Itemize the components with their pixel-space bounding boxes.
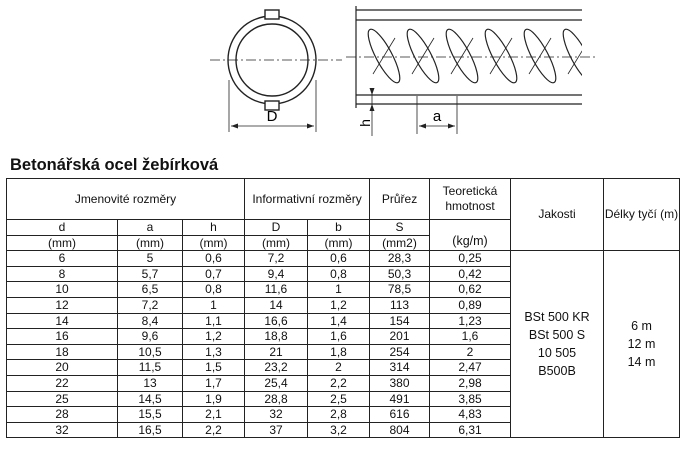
lengths-cell: [604, 251, 680, 438]
cell-mass: 2,98: [430, 375, 511, 391]
symbol-a: a: [118, 220, 183, 236]
cell-h: 1,1: [183, 313, 245, 329]
symbol-h: h: [183, 220, 245, 236]
cell-b: 3,2: [308, 422, 370, 438]
cell-a: 13: [118, 375, 183, 391]
cell-a: 8,4: [118, 313, 183, 329]
cell-D: 18,8: [245, 329, 308, 345]
cell-D: 32: [245, 407, 308, 423]
rebar-technical-drawing: [0, 0, 684, 150]
cell-h: 2,2: [183, 422, 245, 438]
cell-a: 6,5: [118, 282, 183, 298]
cell-mass: 2: [430, 344, 511, 360]
cell-b: 0,6: [308, 251, 370, 267]
cell-d: 16: [7, 329, 118, 345]
symbol-d: d: [7, 220, 118, 236]
cell-S: 50,3: [370, 266, 430, 282]
cell-d: 22: [7, 375, 118, 391]
cell-b: 1,2: [308, 297, 370, 313]
cell-mass: 0,25: [430, 251, 511, 267]
cell-S: 380: [370, 375, 430, 391]
cell-b: 2: [308, 360, 370, 376]
grade-item: B500B: [538, 364, 576, 379]
cell-D: 14: [245, 297, 308, 313]
cell-h: 0,7: [183, 266, 245, 282]
side-view: [346, 6, 600, 136]
cell-D: 21: [245, 344, 308, 360]
rebar-spec-table: [6, 178, 680, 438]
cell-a: 14,5: [118, 391, 183, 407]
unit-mass: (kg/m): [430, 220, 511, 251]
cell-h: 2,1: [183, 407, 245, 423]
header-informative-dimensions: Informativní rozměry: [245, 179, 370, 220]
cell-D: 25,4: [245, 375, 308, 391]
cell-S: 254: [370, 344, 430, 360]
cell-b: 2,8: [308, 407, 370, 423]
cell-mass: 0,42: [430, 266, 511, 282]
length-item: 6 m: [631, 319, 652, 334]
unit-D: (mm): [245, 235, 308, 251]
cell-h: 1,5: [183, 360, 245, 376]
cell-d: 10: [7, 282, 118, 298]
cell-S: 113: [370, 297, 430, 313]
cell-h: 1: [183, 297, 245, 313]
header-bar-lengths: Délky tyčí (m): [604, 179, 680, 251]
cell-S: 154: [370, 313, 430, 329]
grades-cell: [511, 251, 604, 438]
unit-a: (mm): [118, 235, 183, 251]
cell-D: 16,6: [245, 313, 308, 329]
cell-a: 11,5: [118, 360, 183, 376]
cell-b: 2,2: [308, 375, 370, 391]
cell-a: 9,6: [118, 329, 183, 345]
grade-item: BSt 500 S: [528, 328, 586, 343]
unit-S: (mm2): [370, 235, 430, 251]
cell-d: 32: [7, 422, 118, 438]
cell-mass: 3,85: [430, 391, 511, 407]
cell-b: 1,8: [308, 344, 370, 360]
cell-mass: 4,83: [430, 407, 511, 423]
cell-a: 10,5: [118, 344, 183, 360]
cell-mass: 6,31: [430, 422, 511, 438]
symbol-b: b: [308, 220, 370, 236]
cell-D: 23,2: [245, 360, 308, 376]
cell-d: 6: [7, 251, 118, 267]
cell-a: 16,5: [118, 422, 183, 438]
cell-mass: 0,62: [430, 282, 511, 298]
cell-D: 9,4: [245, 266, 308, 282]
cell-h: 1,2: [183, 329, 245, 345]
cell-S: 78,5: [370, 282, 430, 298]
cell-d: 8: [7, 266, 118, 282]
cell-d: 14: [7, 313, 118, 329]
unit-d: (mm): [7, 235, 118, 251]
cell-h: 1,7: [183, 375, 245, 391]
cell-mass: 1,23: [430, 313, 511, 329]
table-row: [7, 251, 680, 267]
cell-mass: 1,6: [430, 329, 511, 345]
unit-h: (mm): [183, 235, 245, 251]
header-cross-section: Průřez: [370, 179, 430, 220]
cell-D: 28,8: [245, 391, 308, 407]
dimension-label-a: a: [432, 108, 442, 125]
cell-a: 5: [118, 251, 183, 267]
cell-S: 616: [370, 407, 430, 423]
cell-S: 28,3: [370, 251, 430, 267]
cell-S: 201: [370, 329, 430, 345]
header-theoretical-mass: Teoretická hmotnost: [430, 179, 511, 220]
symbol-S: S: [370, 220, 430, 236]
cell-h: 1,3: [183, 344, 245, 360]
cell-d: 20: [7, 360, 118, 376]
cell-b: 0,8: [308, 266, 370, 282]
symbol-D: D: [245, 220, 308, 236]
cell-a: 15,5: [118, 407, 183, 423]
cell-S: 314: [370, 360, 430, 376]
cell-d: 28: [7, 407, 118, 423]
cell-mass: 0,89: [430, 297, 511, 313]
cell-b: 1,6: [308, 329, 370, 345]
header-grades: Jakosti: [511, 179, 604, 251]
unit-b: (mm): [308, 235, 370, 251]
cell-h: 1,9: [183, 391, 245, 407]
cell-mass: 2,47: [430, 360, 511, 376]
cell-h: 0,8: [183, 282, 245, 298]
header-nominal-dimensions: Jmenovité rozměry: [7, 179, 245, 220]
cell-b: 1: [308, 282, 370, 298]
cell-a: 5,7: [118, 266, 183, 282]
cell-S: 804: [370, 422, 430, 438]
dimension-label-D: D: [266, 108, 278, 125]
cell-d: 18: [7, 344, 118, 360]
dimension-label-h: h: [357, 119, 373, 127]
cell-D: 7,2: [245, 251, 308, 267]
cell-D: 11,6: [245, 282, 308, 298]
cell-d: 25: [7, 391, 118, 407]
length-item: 12 m: [627, 337, 656, 352]
page-title: Betonářská ocel žebírková: [10, 156, 219, 174]
length-item: 14 m: [627, 355, 656, 370]
cell-b: 2,5: [308, 391, 370, 407]
table-header-row: [7, 179, 680, 220]
cell-b: 1,4: [308, 313, 370, 329]
cell-D: 37: [245, 422, 308, 438]
cell-d: 12: [7, 297, 118, 313]
cell-S: 491: [370, 391, 430, 407]
grade-item: 10 505: [537, 346, 577, 361]
cell-a: 7,2: [118, 297, 183, 313]
grade-item: BSt 500 KR: [524, 310, 590, 325]
cell-h: 0,6: [183, 251, 245, 267]
